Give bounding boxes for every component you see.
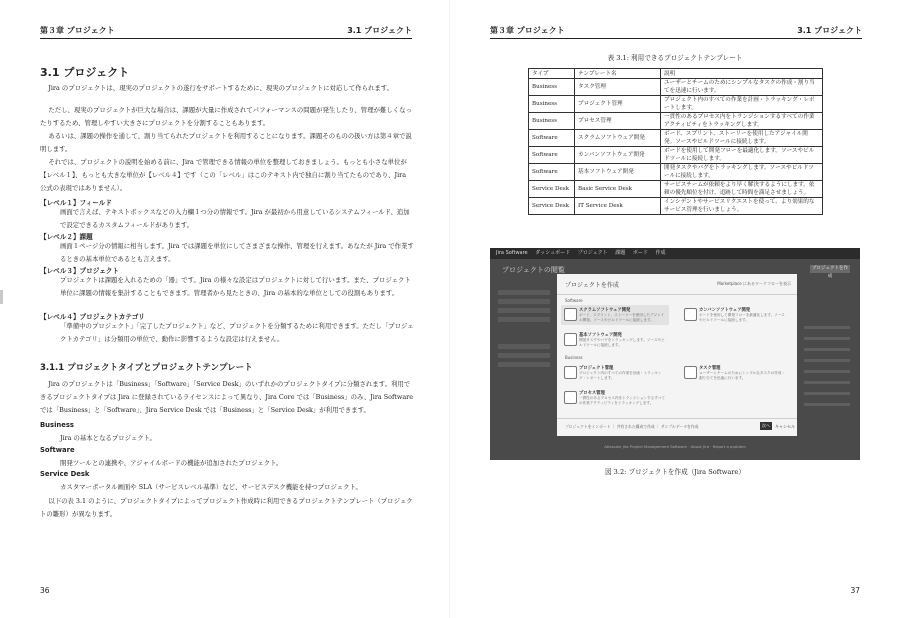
cell-desc: プロジェクト内のすべての作業を計画・トラッキング・レポートします。 xyxy=(661,96,823,113)
cell-template: プロセス管理 xyxy=(575,113,661,130)
cell-type: Business xyxy=(529,79,575,96)
paragraph: ただし、現実のプロジェクトが巨大な場合は、課題が大量に作成されてパフォーマンスの問題が発生したり、管理が難しくなったりするため、管理しやすい大きさにプロジェクトを分割することもあります。 xyxy=(40,106,412,127)
header-section: 3.1 プロジェクト xyxy=(797,26,862,35)
table-row xyxy=(529,147,823,164)
cell-template: カンバンソフトウェア開発 xyxy=(575,147,661,164)
cell-template: タスク管理 xyxy=(575,79,661,96)
subsection-title: 3.1.1 プロジェクトタイプとプロジェクトテンプレート xyxy=(40,363,253,373)
template-icon xyxy=(684,366,697,379)
divider xyxy=(557,294,797,295)
template-icon xyxy=(564,391,577,404)
bg-footer: Atlassian Jira Project Management Software · About Jira · Report a problem xyxy=(604,444,746,449)
bg-create-button: プロジェクトを作成 xyxy=(810,265,850,273)
template-icon xyxy=(684,308,697,321)
bg-table xyxy=(804,318,850,414)
header-section: 3.1 プロジェクト xyxy=(347,26,412,35)
edge-mark xyxy=(0,290,3,304)
cell-type: Software xyxy=(529,130,575,147)
divider xyxy=(557,418,797,419)
template-title: スクラムソフトウェア開発 xyxy=(579,308,631,313)
header-rule xyxy=(490,38,862,39)
table-caption: 表 3.1: 利用できるプロジェクトテンプレート xyxy=(607,54,743,62)
level-desc: 「準備中のプロジェクト」「完了したプロジェクト」など、プロジェクトを分類するために利用できます。ただし「プロジェクトカテゴリ」は分類用の単位で、動作に影響するような設定は行えません。 xyxy=(60,322,414,343)
next-button[interactable]: 次へ xyxy=(762,423,770,428)
column-header: 説明 xyxy=(661,69,823,79)
cell-type: Software xyxy=(529,147,575,164)
nav-projects: プロジェクト xyxy=(577,250,608,256)
type-desc: カスタマーポータル画面や SLA（サービスレベル基準）など、サービスデスク機能を持つプロジェクト。 xyxy=(60,483,362,491)
template-icon xyxy=(564,366,577,379)
nav-dashboard: ダッシュボード xyxy=(535,250,571,256)
type-name: Service Desk xyxy=(40,470,90,478)
marketplace-link[interactable]: Marketplace にあるワークフローを表示 xyxy=(717,281,791,286)
paragraph: Jira のプロジェクトは、現実のプロジェクトの遂行をサポートするために、現実のプロジェクトに対応して作られます。 xyxy=(48,84,394,92)
cell-template: スクラムソフトウェア開発 xyxy=(575,130,661,147)
cell-type: Software xyxy=(529,164,575,181)
table-row xyxy=(529,198,823,215)
dialog-title: プロジェクトを作成 xyxy=(565,282,619,289)
create-project-dialog xyxy=(557,274,797,436)
template-card[interactable] xyxy=(681,305,789,325)
template-title: 基本ソフトウェア開発 xyxy=(579,333,622,338)
table-row xyxy=(529,96,823,113)
bg-page-title: プロジェクトの閲覧 xyxy=(502,266,565,274)
header-chapter: 第３章 プロジェクト xyxy=(40,26,115,35)
cell-template: 基本ソフトウェア開発 xyxy=(575,164,661,181)
template-title: プロジェクト管理 xyxy=(579,366,614,371)
template-card[interactable] xyxy=(681,363,789,383)
template-table xyxy=(528,68,823,215)
cell-template: IT Service Desk xyxy=(575,198,661,215)
level-term: 【レベル３】プロジェクト xyxy=(40,267,119,275)
section-business-label: Business xyxy=(565,355,583,360)
section-title: 3.1 プロジェクト xyxy=(40,66,130,79)
cell-template: プロジェクト管理 xyxy=(575,96,661,113)
template-desc: ボードを使用して開発フローを最適化します。ソースやビルドツールに接続します。 xyxy=(699,313,785,322)
template-card[interactable] xyxy=(561,305,669,325)
paragraph: 以下の表 3.1 のように、プロジェクトタイプによってプロジェクト作成時に利用できるプロジェクトテンプレート（プロジェクトの雛形）が異なります。 xyxy=(40,497,413,518)
right-page xyxy=(450,0,900,618)
column-header: テンプレート名 xyxy=(575,69,661,79)
paragraph: あるいは、課題の操作を通して、割り当てられたプロジェクトを利用することになります。課題そのものの扱い方は第４章で説明します。 xyxy=(40,132,412,153)
screenshot-figure xyxy=(490,248,860,460)
cell-desc: 一貫性のあるプロセス内をトランジションするすべての作業アクティビティをトラッキングします。 xyxy=(661,113,823,130)
cell-type: Service Desk xyxy=(529,181,575,198)
paragraph: Jira のプロジェクトは「Business」「Software」「Service Desk」のいずれかのプロジェクトタイプに分類されます。利用できるプロジェクトタイプは Jira に登録されているライセンスによって異なり、Jira Core では「Business」のみ、Jira Software では「Business」と「Software」、Jira Service Desk では「Business」と「Service Desk」が利用できます。 xyxy=(40,380,413,414)
template-desc: 開発タスクやバグをトラッキングします。ソースやビルドツールに接続します。 xyxy=(579,338,665,347)
template-title: カンバンソフトウェア開発 xyxy=(699,308,751,313)
page-number: 37 xyxy=(850,586,860,595)
template-card[interactable] xyxy=(561,388,669,408)
template-desc: ボード、スプリント、ストーリーを使用したアジャイル開発。ソースやビルドツールに接続します。 xyxy=(579,313,665,322)
running-header xyxy=(40,25,412,37)
table-row xyxy=(529,164,823,181)
level-term: 【レベル１】フィールド xyxy=(40,199,112,207)
section-software-label: Software xyxy=(565,298,583,303)
table-row xyxy=(529,181,823,198)
template-desc: プロジェクト内のすべての作業を計画・トラッキング・レポートします。 xyxy=(579,371,662,380)
level-desc: 画面で言えば、テキストボックスなどの入力欄１つ分の情報です。Jira が最初から用意しているシステムフィールド、追加で設定できるカスタムフィールドがあります。 xyxy=(60,208,410,229)
template-icon xyxy=(564,333,577,346)
template-title: タスク管理 xyxy=(699,366,721,371)
nav-boards: ボード xyxy=(632,250,648,256)
table-row xyxy=(529,79,823,96)
template-card[interactable] xyxy=(561,330,669,350)
type-desc: Jira の基本となるプロジェクト。 xyxy=(60,434,156,442)
app-topbar xyxy=(490,248,860,259)
table-row xyxy=(529,130,823,147)
template-icon xyxy=(564,308,577,321)
header-chapter: 第３章 プロジェクト xyxy=(490,26,565,35)
cell-type: Service Desk xyxy=(529,198,575,215)
running-header xyxy=(490,25,862,37)
header-rule xyxy=(40,38,412,39)
table-row xyxy=(529,113,823,130)
type-name: Software xyxy=(40,446,75,454)
type-name: Business xyxy=(40,421,74,429)
level-desc: 画面１ページ分の情報に相当します。Jira では課題を単位にしてさまざまな操作、管理を行えます。あなたが Jira で作業するときの基本単位であるとも言えます。 xyxy=(60,242,414,263)
level-desc: プロジェクトは課題を入れるための「器」です。Jira の様々な設定はプロジェクトに対して行います。また、プロジェクト単位に課題の情報を集計することもできます。管理者から見たときの、Jira の基本的な単位としての役割もあります。 xyxy=(60,276,411,297)
cell-type: Business xyxy=(529,113,575,130)
table-header-row xyxy=(529,69,823,79)
type-desc: 開発ツールとの連携や、アジャイルボードの機能が追加されたプロジェクト。 xyxy=(60,459,283,467)
cell-desc: ユーザーとチームのためにシンプルなタスクの作成・割り当てを迅速に行います。 xyxy=(661,79,823,96)
page-number: 36 xyxy=(40,586,50,595)
figure-caption: 図 3.2: プロジェクトを作成（Jira Software） xyxy=(604,468,746,476)
app-name: Jira Software xyxy=(496,250,528,256)
cell-desc: ボードを使用して開発フローを最適化します。ソースやビルドツールに接続します。 xyxy=(661,147,823,164)
cell-desc: インシデントやサービスリクエストを使って、より効果的なサービス管理を行いましょう。 xyxy=(661,198,823,215)
nav-create: 作成 xyxy=(655,250,666,256)
cell-desc: 開発タスクやバグをトラッキングします。ソースやビルドツールに接続します。 xyxy=(661,164,823,181)
template-card[interactable] xyxy=(561,363,669,383)
bg-sidebar xyxy=(498,286,550,406)
cell-desc: サービスチームが依頼をより早く解決するようにします。依頼の優先順位を付け、追跡して時間を満足させましょう。 xyxy=(661,181,823,198)
column-header: タイプ xyxy=(529,69,575,79)
template-title: プロセス管理 xyxy=(579,391,605,396)
cell-desc: ボード、スプリント、ストーリーを使用したアジャイル開発。ソースやビルドツールに接続します。 xyxy=(661,130,823,147)
cancel-link[interactable]: キャンセル xyxy=(775,424,795,429)
level-term: 【レベル２】課題 xyxy=(40,233,93,241)
template-desc: ユーザーとチームのためにシンプルなタスクの作成・割り当てを迅速に行います。 xyxy=(699,371,786,380)
cell-type: Business xyxy=(529,96,575,113)
cell-template: Basic Service Desk xyxy=(575,181,661,198)
template-desc: 一貫性のあるプロセス内をトランジションするすべての作業アクティビティをトラッキングします。 xyxy=(579,396,665,405)
nav-issues: 課題 xyxy=(615,250,626,256)
paragraph: それでは、プロジェクトの説明を始める前に、Jira で管理できる情報の単位を整理しておきましょう。もっとも小さな単位が【レベル１】、もっとも大きな単位が【レベル４】です（この「レベル」はこのテキスト内で独自に割り当てたものであり、Jira 公式の表現ではありません）。 xyxy=(40,158,407,192)
dialog-footer-links[interactable]: プロジェクトをインポート ｜ 共有された構成で作成 ｜ サンプルデータを作成 xyxy=(565,424,699,429)
level-term: 【レベル４】プロジェクトカテゴリ xyxy=(40,313,145,321)
